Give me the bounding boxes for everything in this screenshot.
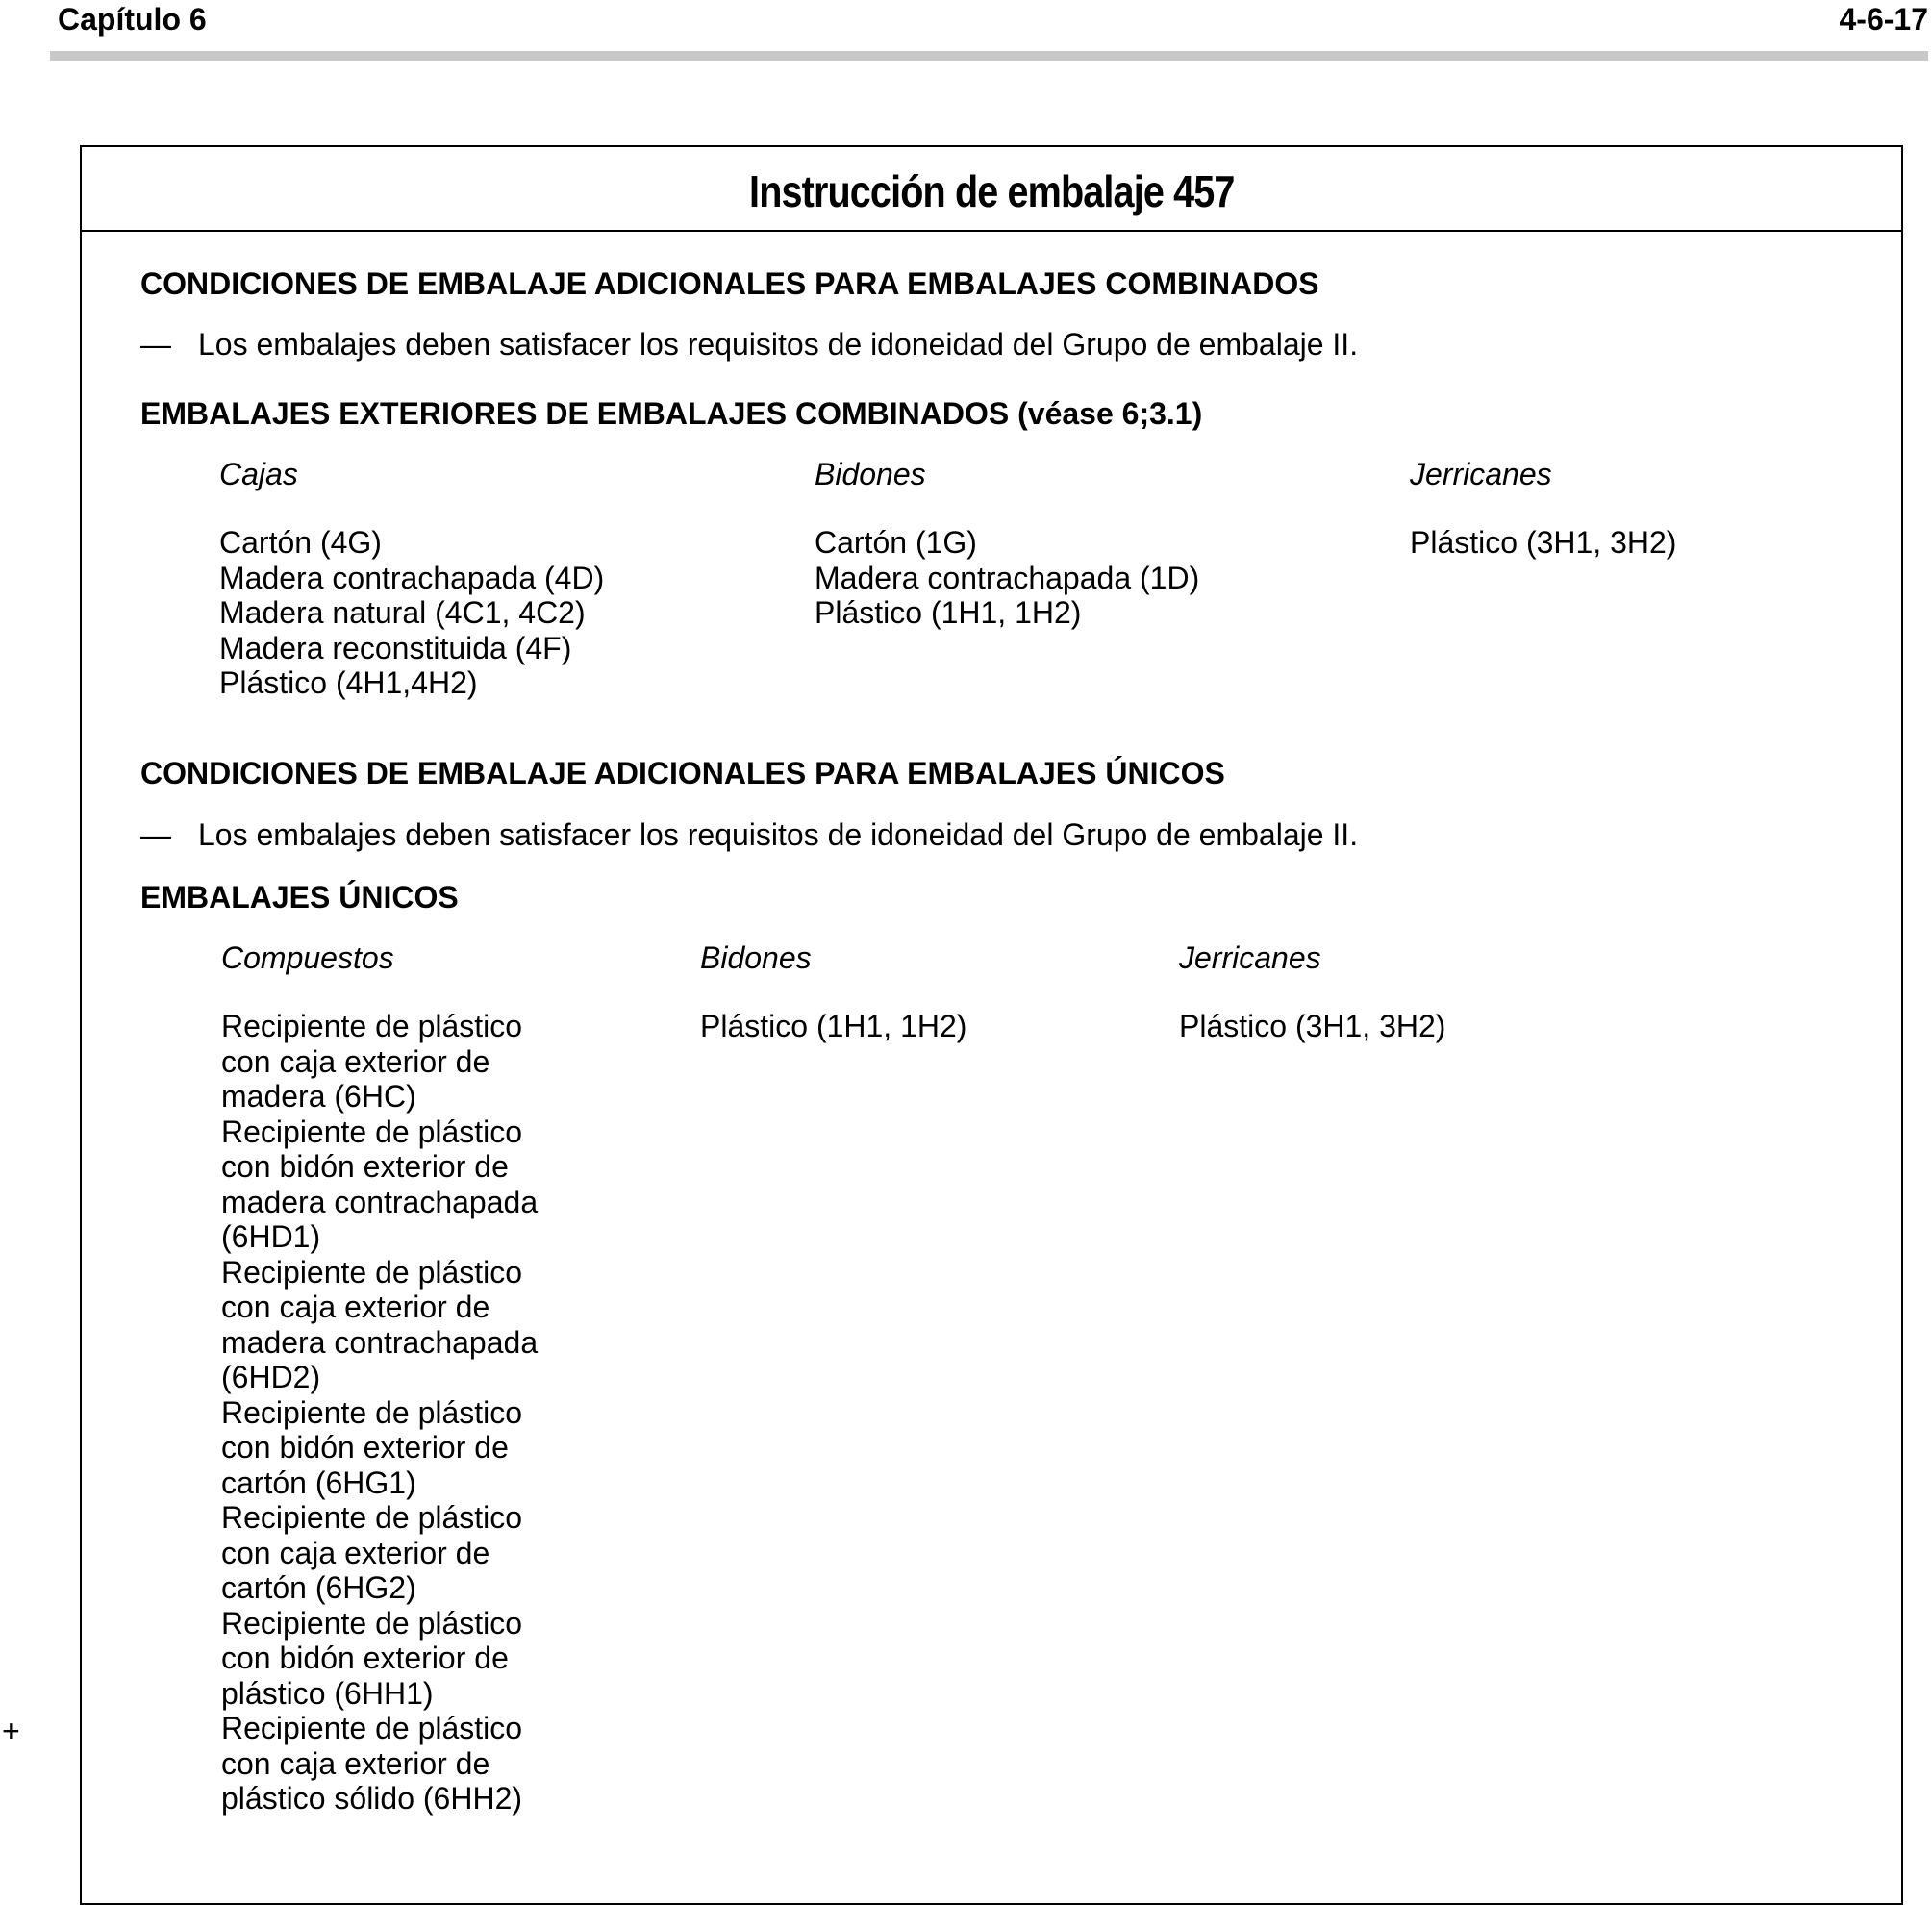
list-compuestos — [221, 1009, 567, 1817]
combined-conditions-item — [140, 325, 1358, 363]
single-conditions-text: Los embalajes deben satisfacer los requisitos de idoneidad del Grupo de embalaje II. — [198, 817, 1359, 852]
column-header-jerricanes: Jerricanes — [1410, 457, 1552, 491]
list-item: Madera natural (4C1, 4C2) — [219, 595, 586, 630]
list-item: Cartón (1G) — [815, 525, 977, 560]
list-jerricanes-unicos — [1179, 1009, 1445, 1044]
list-item: Plástico (4H1,4H2) — [219, 665, 478, 700]
dash-marker: — — [140, 327, 171, 362]
list-item: Recipiente de plástico con bidón exterior de plástico (6HH1) — [221, 1605, 523, 1711]
outer-combined-heading: EMBALAJES EXTERIORES DE EMBALAJES COMBINADOS (véase 6;3.1) — [140, 396, 1203, 431]
instruction-title: Instrucción de embalaje 457 — [82, 147, 1901, 232]
list-item: Recipiente de plástico con caja exterior de madera contrachapada (6HD2) — [221, 1254, 539, 1394]
single-conditions-heading: CONDICIONES DE EMBALAJE ADICIONALES PARA EMBALAJES ÚNICOS — [140, 756, 1225, 790]
list-item: Recipiente de plástico con caja exterior de plástico sólido (6HH2) — [221, 1711, 523, 1816]
dash-marker: — — [140, 817, 171, 852]
combined-conditions-heading: CONDICIONES DE EMBALAJE ADICIONALES PARA EMBALAJES COMBINADOS — [140, 266, 1319, 301]
list-cajas — [219, 525, 604, 701]
list-item: Plástico (1H1, 1H2) — [700, 1009, 967, 1043]
list-item: Recipiente de plástico con caja exterior de madera (6HC) — [221, 1009, 523, 1114]
running-head — [58, 0, 1928, 38]
revision-mark: + — [2, 1714, 20, 1748]
page-number: 4-6-17 — [1839, 2, 1928, 37]
column-header-jerricanes-unicos: Jerricanes — [1179, 940, 1321, 975]
chapter-label: Capítulo 6 — [58, 2, 207, 37]
single-packagings-heading: EMBALAJES ÚNICOS — [140, 880, 459, 915]
list-item: Plástico (3H1, 3H2) — [1179, 1009, 1446, 1043]
column-header-bidones: Bidones — [815, 457, 926, 491]
column-header-cajas: Cajas — [219, 457, 298, 491]
list-item: Plástico (1H1, 1H2) — [815, 595, 1082, 630]
header-rule — [50, 51, 1928, 61]
list-bidones-unicos — [700, 1009, 966, 1044]
combined-conditions-text: Los embalajes deben satisfacer los requisitos de idoneidad del Grupo de embalaje II. — [198, 327, 1359, 362]
list-item: Recipiente de plástico con bidón exterior de madera contrachapada (6HD1) — [221, 1114, 539, 1254]
packing-instruction-box — [80, 145, 1903, 1905]
column-header-bidones-unicos: Bidones — [700, 940, 812, 975]
single-conditions-item — [140, 815, 1358, 854]
list-item: Madera contrachapada (1D) — [815, 560, 1200, 595]
list-item: Recipiente de plástico con bidón exterior de cartón (6HG1) — [221, 1394, 523, 1500]
list-item: Madera reconstituida (4F) — [219, 630, 572, 665]
list-item: Recipiente de plástico con caja exterior de cartón (6HG2) — [221, 1500, 523, 1605]
list-bidones — [815, 525, 1199, 631]
list-item: Plástico (3H1, 3H2) — [1410, 525, 1677, 560]
list-item: Madera contrachapada (4D) — [219, 560, 605, 595]
column-header-compuestos: Compuestos — [221, 940, 394, 975]
list-jerricanes — [1410, 525, 1676, 561]
list-item: Cartón (4G) — [219, 525, 382, 560]
